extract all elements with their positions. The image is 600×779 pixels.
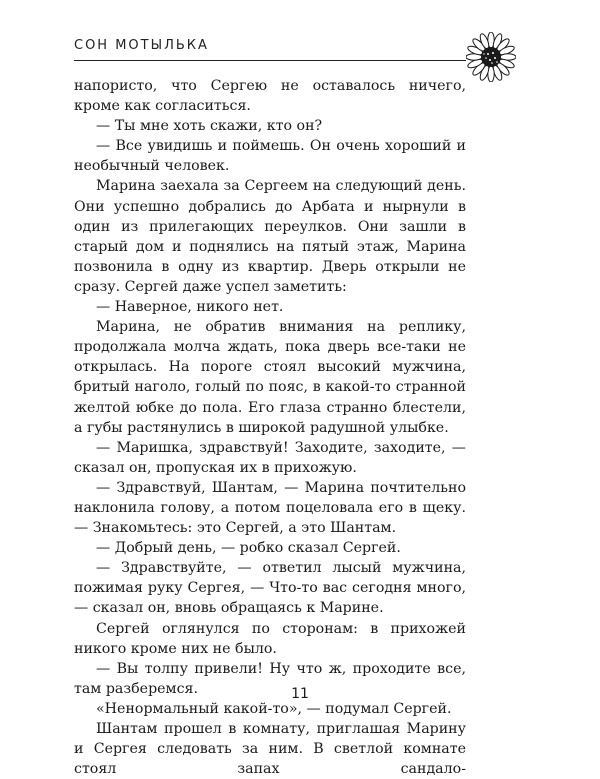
header-rule bbox=[74, 60, 466, 61]
paragraph: — Вы толпу привели! Ну что ж, проходите все, там разберемся. bbox=[74, 660, 466, 697]
page-number: 11 bbox=[291, 686, 309, 702]
paragraph: Сергей оглянулся по сторонам: в прихожей никого кроме них не было. bbox=[74, 620, 466, 657]
paragraph: — Маришка, здравствуй! Заходите, заходите, — сказал он, пропуская их в прихожую. bbox=[74, 439, 466, 476]
sunflower-icon bbox=[466, 32, 516, 82]
paragraph: — Здравствуй, Шантам, — Марина почтительно наклонила голову, а потом поцеловала его в щеку. — Знакомьтесь: это Сергей, а это Шантам. bbox=[74, 479, 466, 537]
page-body-text bbox=[74, 76, 466, 779]
paragraph: Марина, не обратив внимания на реплику, продолжала молча ждать, пока дверь все-таки не открылась. На пороге стоял высокий мужчина, бритый наголо, голый по пояс, в какой-то странной желтой юбке до пола. Его глаза странно блестели, а губы растянулись в широкой радушной улыбке. bbox=[74, 319, 466, 436]
paragraph: — Наверное, никого нет. bbox=[96, 299, 284, 316]
paragraph: Шантам прошел в комнату, приглашая Марину и Сергея следовать за ним. В светлой комнате стоял запах сандало- bbox=[74, 721, 466, 778]
paragraph: напористо, что Сергею не оставалось ничего, кроме как согласиться. bbox=[74, 78, 466, 115]
paragraph: — Здравствуйте, — ответил лысый мужчина, пожимая руку Сергея, — Что-то вас сегодня много, — сказал он, вновь обращаясь к Марине. bbox=[74, 560, 466, 617]
paragraph: — Ты мне хоть скажи, кто он? bbox=[96, 118, 323, 135]
running-title: СОН МОТЫЛЬКА bbox=[74, 38, 209, 53]
paragraph: Марина заехала за Сергеем на следующий день. Они успешно добрались до Арбата и нырнули в один из прилегающих переулков. Они зашли в старый дом и поднялись на пятый этаж, Марина позвонила в одну из квартир. Дверь открыли не сразу. Сергей даже успел заметить: bbox=[74, 178, 466, 295]
paragraph: «Ненормальный какой-то», — подумал Сергей. bbox=[96, 700, 452, 717]
paragraph: — Добрый день, — робко сказал Сергей. bbox=[96, 540, 401, 557]
paragraph: — Все увидишь и поймешь. Он очень хороший и необычный человек. bbox=[74, 138, 466, 175]
